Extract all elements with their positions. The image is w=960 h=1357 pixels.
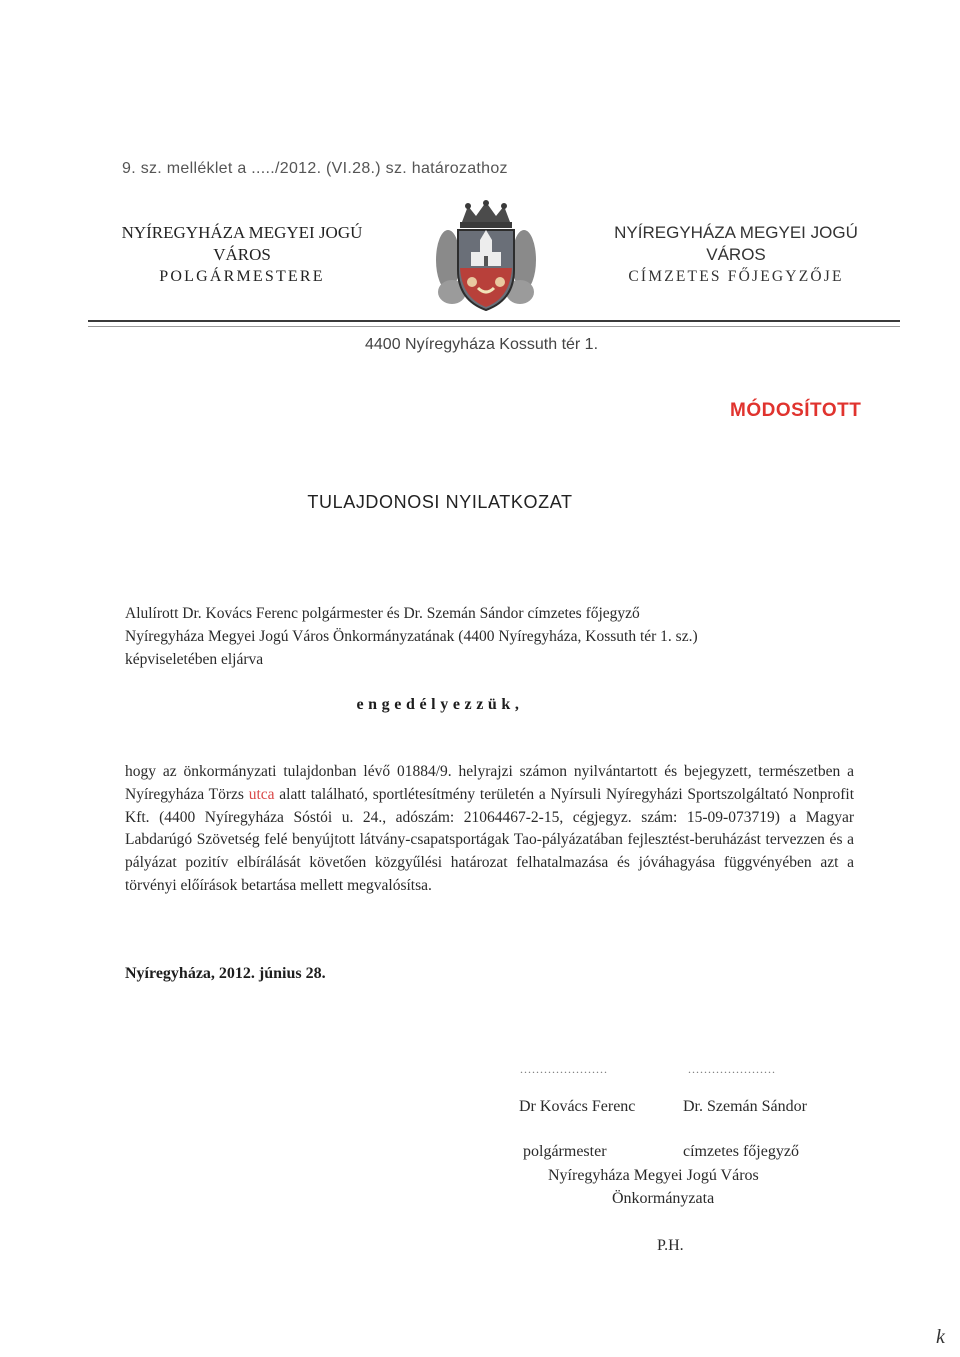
- right-header-chief-notary: [576, 222, 896, 288]
- left-header-line3: POLGÁRMESTERE: [159, 268, 325, 285]
- signatory-name-mayor: Dr Kovács Ferenc: [519, 1098, 636, 1115]
- left-header-mayor: [92, 222, 392, 288]
- intro-line2: Nyíregyháza Megyei Jogú Város Önkormányzatának (4400 Nyíregyháza, Kossuth tér 1. sz.): [125, 628, 698, 645]
- left-header-line1: NYÍREGYHÁZA MEGYEI JOGÚ: [121, 223, 363, 242]
- intro-line3: képviseletében eljárva: [125, 651, 264, 668]
- signatory-role-notary: címzetes főjegyző: [683, 1143, 799, 1160]
- left-header-line2: VÁROS: [213, 245, 271, 264]
- signatory-name-notary: Dr. Szemán Sándor: [683, 1098, 807, 1115]
- body-text-highlight: utca: [248, 785, 275, 803]
- consent-word: engedélyezzük,: [356, 696, 524, 713]
- signatory-organization-line2: Önkormányzata: [612, 1190, 715, 1207]
- right-header-line1: NYÍREGYHÁZA MEGYEI JOGÚ: [614, 223, 858, 242]
- right-header-line3: CÍMZETES FŐJEGYZŐJE: [628, 268, 844, 285]
- header-divider: [88, 320, 900, 322]
- header-divider-thin: [88, 326, 900, 327]
- modified-stamp: MÓDOSÍTOTT: [730, 400, 862, 421]
- attachment-note: 9. sz. melléklet a ...../2012. (VI.28.) sz. határozathoz: [122, 160, 508, 177]
- body-text-after: alatt található, sportlétesítmény területén a Nyírsuli Nyíregyházi Sportszolgáltató Nonprofit Kft. (4400 Nyíregyháza Sóstói u. 24., adószám: 21064467-2-15, cégjegyz. szám: 15-09-073719) a Magyar Labdarúgó Szövetség felé benyújtott látvány-csapatsportágak Tao-pályázatában fejlesztést-beruházást tervezzen és a pályázat pozitív elbírálását követően közgyűlési határozat felhatalmazása és jóváhagyása függvényében azt a törvényi előírások betartása mellett megvalósítsa.: [125, 785, 855, 894]
- document-title: TULAJDONOSI NYILATKOZAT: [307, 492, 573, 512]
- signature-line-left: ......................: [520, 1062, 608, 1076]
- intro-line1: Alulírott Dr. Kovács Ferenc polgármester és Dr. Szemán Sándor címzetes főjegyző: [125, 605, 640, 622]
- coat-of-arms-icon: [430, 200, 542, 316]
- signature-line-right: ......................: [688, 1062, 776, 1076]
- signatory-organization: Nyíregyháza Megyei Jogú Város: [548, 1167, 759, 1184]
- place-date: Nyíregyháza, 2012. június 28.: [125, 965, 326, 982]
- page-mark: k: [936, 1326, 945, 1348]
- right-header-line2: VÁROS: [706, 245, 766, 264]
- address: 4400 Nyíregyháza Kossuth tér 1.: [365, 336, 599, 353]
- seal-placeholder: P.H.: [657, 1237, 684, 1254]
- body-text-before: hogy az önkormányzati tulajdonban lévő 01884/9. helyrajzi számon nyilvántartott és bejegyzett, természetben a Nyíregyháza Törzs: [125, 763, 854, 803]
- body-paragraph: [125, 761, 854, 898]
- signatory-role-mayor: polgármester: [523, 1143, 607, 1160]
- intro-paragraph: [125, 602, 855, 671]
